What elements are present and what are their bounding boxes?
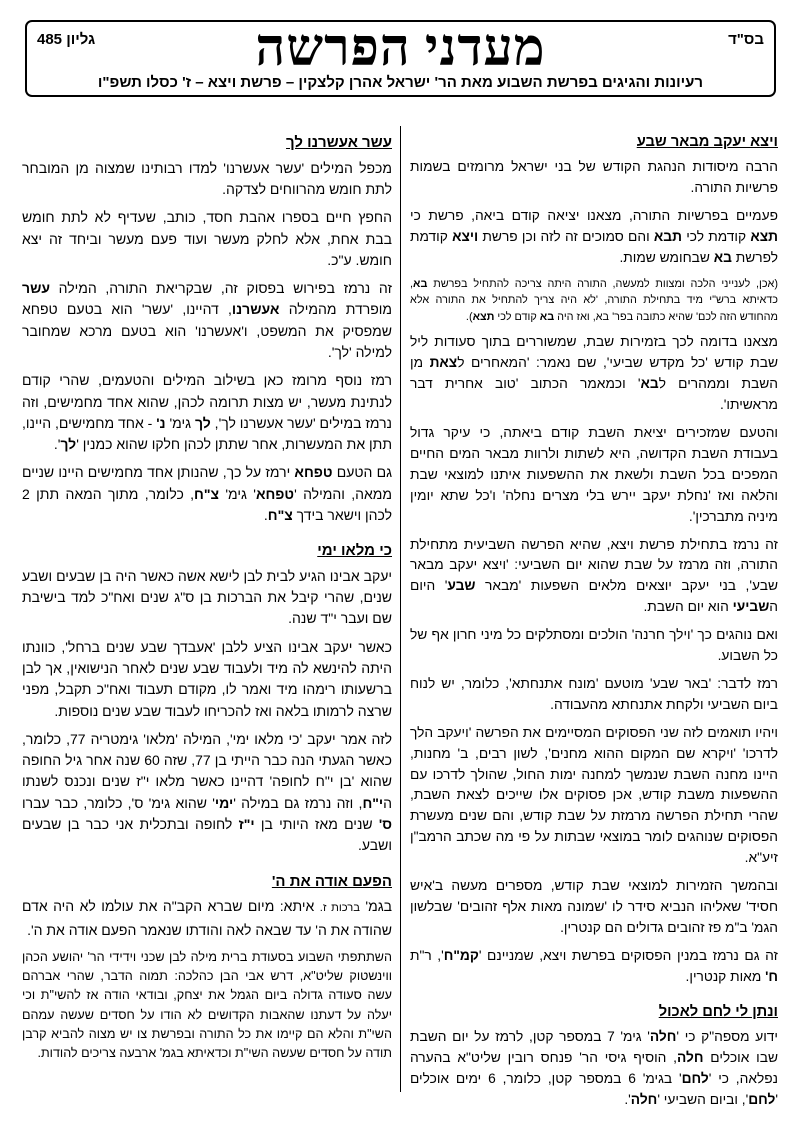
text-run: והם סמוכים זה לזה וכן פרשת bbox=[478, 229, 654, 245]
emphasized-text: לחם bbox=[748, 1091, 776, 1107]
text-run: בגמ' bbox=[359, 898, 392, 915]
emphasized-text: ימי bbox=[214, 794, 234, 811]
text-run: ויהיו תואמים לזה שני הפסוקים המסיימים את הפרשה 'ויעקב הלך לדרכו' 'ויקרא שם המקום ההוא מחנים', לשון רבים, ב' מחנות, היינו מחנה השבת שנמשך למחנה ימות החול, שהולך לדרכו עם ההשפעות משבת קודש, אכן פסוקים אלו שייכים לצאת השבת, שהרי תחילת הפרשה מרמזת על שבת קודש, והם שנים מעשרת הפסוקים שנוהגים לומר במוצאי שבתות על פי מה שכתב הרמב"ן זיע"א. bbox=[410, 724, 778, 866]
text-run: ירמז על כך, שהנותן אחד מחמישים היינו שניים ממאה, והמילה ' bbox=[22, 464, 392, 502]
text-run: החפץ חיים בספרו אהבת חסד, כותב, שעדיף לא לתת חומש בבת אחת, אלא לחלק מעשר ועוד פעם מעשר וביחד זה יצא חומש. ע"כ. bbox=[22, 209, 392, 268]
text-run: ואם נוהגים כך 'וילך חרנה' הולכים ומסתלקים כל מיני חרון אף של כל השבוע. bbox=[410, 627, 778, 664]
paragraph bbox=[22, 278, 392, 363]
text-run: מן השבת וממהרים ל bbox=[410, 355, 778, 392]
text-run: מצאנו בדומה לכך בזמירות שבת, שמשוררים בתוך סעודות ליל שבת קודש 'כל מקדש שביעי', שם נאמר: 'המאחרים ל bbox=[410, 334, 778, 371]
emphasized-text: שביעי bbox=[732, 599, 770, 615]
text-run: ידוע מספה"ק כי ' bbox=[676, 1028, 778, 1044]
text-run: רמז לדבר: 'באר שבע' מוטעם 'מונח אתנחתא', כלומר, יש לנוח ביום השביעי ולקחת אתנחתא מהעבודה. bbox=[410, 675, 778, 712]
text-run: קודמת לפרשת bbox=[410, 229, 778, 265]
text-run: , וזה נרמז גם במילה ' bbox=[233, 794, 363, 811]
masthead bbox=[25, 20, 776, 97]
emphasized-text: לך bbox=[194, 414, 211, 431]
emphasized-text: תצא bbox=[472, 310, 495, 323]
paragraph bbox=[22, 462, 392, 526]
emphasized-text: ח' bbox=[765, 968, 778, 984]
section-heading: עשר אעשרנו לך bbox=[286, 134, 392, 151]
text-run: כאשר יעקב אבינו הציע ללבן 'אעבדך שבע שנים ברחל', כוונתו היתה להינשא לה מיד ולעבוד שבע שנים לאחר הנישואין, אך לבן ברשעותו רימהו מיד ואמר לו, מקודם תעבוד ואח"כ תקבל, מפני שרצה לרמותו בלאה ואז להכריחו לעבוד שבע שנים נוספות. bbox=[22, 638, 392, 719]
paragraph bbox=[22, 158, 392, 201]
text-run: יעקב אבינו הגיע לבית לבן לישא אשה כאשר היה בן שבעים ושבע שנים, שהרי קיבל את הברכות בן ס"ג שנים ואח"כ למד בישיבת שם ועבר י"ד שנה. bbox=[22, 567, 392, 627]
text-run: ' שהוא גימ' ס', כלומר, כבר עברו bbox=[22, 794, 215, 811]
emphasized-text: י"ח bbox=[362, 794, 384, 811]
section-heading: כי מלאו ימי bbox=[317, 542, 392, 560]
text-run: ' בגימ' 6 במספר קטן, כלומר, 6 ימים אוכלים ' bbox=[410, 1070, 778, 1107]
text-run: , הוסיף גיסי הר' פנחס רובין שליט"א בהערה נפלאה, כי ' bbox=[410, 1049, 778, 1086]
emphasized-text: בא bbox=[713, 249, 732, 265]
text-run: '. bbox=[53, 436, 61, 453]
emphasized-text: תבא bbox=[653, 229, 682, 245]
section-heading: ונתן לי לחם לאכול bbox=[658, 1003, 778, 1020]
emphasized-text: צ"ח bbox=[194, 485, 220, 502]
paragraph bbox=[22, 896, 392, 941]
text-run: - אחד מחמישים, היינו, תתן את המעשרות, אחר שתתן לכהן חלקו שהוא כמנין ' bbox=[22, 414, 392, 453]
source-reference: ברכות ז. bbox=[319, 902, 360, 915]
text-run: ' גימ' 7 במספר קטן, לרמז על יום השבת שבו אוכלים bbox=[410, 1028, 778, 1065]
emphasized-text: ויצא bbox=[452, 229, 479, 245]
paragraph bbox=[410, 946, 778, 988]
text-run: הרבה מיסודות הנהגת הקודש של בני ישראל מרומזים בשמות פרשיות התורה. bbox=[410, 159, 778, 196]
emphasized-text: לחם bbox=[681, 1070, 709, 1086]
paragraph bbox=[410, 423, 778, 528]
emphasized-text: בא bbox=[640, 376, 659, 392]
paragraph bbox=[410, 332, 778, 416]
text-run: '. bbox=[624, 1091, 631, 1107]
text-run: (אכן, לענייני הלכה ומצוות למעשה, התורה היתה צריכה להתחיל בפרשת bbox=[427, 277, 778, 290]
emphasized-text: לך bbox=[60, 436, 77, 453]
emphasized-text: בא bbox=[539, 310, 555, 323]
text-run: הוא יום השבת. bbox=[643, 599, 733, 615]
paragraph bbox=[410, 535, 778, 619]
footnote-paragraph bbox=[410, 276, 778, 326]
text-run: קודם לכי bbox=[494, 310, 540, 323]
issue-number: גליון 485 bbox=[37, 31, 96, 48]
left-column bbox=[22, 130, 392, 1120]
emphasized-text: אעשרנו bbox=[231, 301, 280, 318]
text-run: השתתפתי השבוע בסעודת ברית מילה לבן שכני וידידי הר' יהושע הכהן ווינשטוק שליט"א, דרש אבי הבן כהלכה: תמוה הדבר, שהרי אברהם עשה סעודה גדולה ביום הגמל את יצחק, ובודאי הודה אז להשי"ת וכי יעלה על דעתנו שהאבות הקדושים לא הודו על חסדים שעשה עמהם השי"ת והלא הם קיימו את כל התורה ובפרשת צו יש מצוה להביא קרבן תודה על חסדים שעשה השי"ת וכדאיתא בגמ' ארבעה צריכים להודות. bbox=[22, 949, 392, 1061]
text-run: זה גם נרמז במנין הפסוקים בפרשת ויצא, שמניינם ' bbox=[478, 947, 778, 963]
paragraph bbox=[410, 723, 778, 869]
paragraph bbox=[410, 1027, 778, 1111]
emphasized-text: נ' bbox=[156, 414, 166, 431]
text-run: קודמת לכי bbox=[681, 229, 751, 245]
emphasized-text: טפחא bbox=[255, 485, 295, 502]
emphasized-text: צאת bbox=[429, 355, 458, 371]
paragraph bbox=[410, 157, 778, 199]
text-run: , דהיינו, 'עשר' הוא בטעם טפחא שמפסיק את המשפט, ו'אעשרנו' הוא בטעם מרכא שמחובר למילה 'לך'. bbox=[22, 301, 392, 360]
text-run: לזה אמר יעקב 'כי מלאו ימי', המילה 'מלאו' גימטריה 77, כלומר, כאשר הגעתי הנה כבר הייתי בן 77, שזה 60 שנה אחר גיל החופה שהוא 'בן י"ח לחופה' דהיינו כאשר מלאו י"ז שנים ונכנס לשנתו ה bbox=[22, 730, 392, 811]
paragraph bbox=[22, 729, 392, 857]
section-heading: הפעם אודה את ה' bbox=[271, 872, 392, 890]
emphasized-text: תצא bbox=[750, 229, 778, 245]
text-run: מכפל המילים 'עשר אעשרנו' למדו רבותינו שמצוה מן המובחר לתת חומש מהרווחים לצדקה. bbox=[22, 159, 392, 197]
text-run: שבחומש שמות. bbox=[619, 249, 714, 265]
paragraph bbox=[22, 948, 392, 1064]
paragraph bbox=[410, 674, 778, 716]
text-run: מאות קנטרין. bbox=[685, 968, 766, 984]
emphasized-text: חלה bbox=[649, 1028, 677, 1044]
text-run: ' וכמאמר הכתוב 'טוב אחרית דבר מראשיתו'. bbox=[410, 376, 778, 413]
text-run: זה נרמז בתחילת פרשת ויצא, שהיא הפרשה השביעית מתחילת התורה, וזה מרמז על שבת שהוא יום השביעי: 'ויצא יעקב מבאר שבע', בני יעקב יוצאים מלאים השפעות 'מבאר bbox=[410, 536, 778, 594]
paragraph bbox=[22, 207, 392, 271]
text-run: . bbox=[263, 506, 268, 523]
emphasized-text: ס' bbox=[378, 816, 392, 832]
emphasized-text: בא bbox=[413, 277, 428, 290]
paragraph bbox=[22, 637, 392, 722]
emphasized-text: חלה bbox=[630, 1091, 658, 1107]
emphasized-text: צ"ח bbox=[267, 506, 293, 523]
text-run: ', ר"ת bbox=[410, 947, 444, 963]
text-run: מופרדת מהמילה bbox=[279, 301, 392, 318]
emphasized-text: י"ז bbox=[238, 816, 255, 832]
text-run: זה נרמז בפירוש בפסוק זה, שבקריאת התורה, המילה bbox=[50, 280, 392, 297]
text-run: רמז נוסף מרומז כאן בשילוב המילים והטעמים, שהרי קודם לנתינת מעשר, יש מצות תרומה לכהן, שהוא אחד מחמישים, וזה נרמז במילים 'עשר אעשרנו לך', bbox=[22, 372, 392, 431]
text-run: גם הטעם bbox=[332, 464, 392, 481]
text-run: , כדאיתא ברש"י מיד בתחילת התורה, 'לא היה צריך להתחיל את התורה אלא מהחודש הזה לכם' שהיא כתובה בפר' בא, ואז היה bbox=[410, 277, 778, 323]
emphasized-text: קמ"ח bbox=[443, 947, 479, 963]
text-run: ' גימ' bbox=[219, 485, 256, 502]
text-run: גימ' bbox=[165, 414, 195, 431]
text-run: לחופה ובתכלית אני כבר בן שבעים ושבע. bbox=[22, 816, 392, 854]
text-run: ', וביום השביעי ' bbox=[657, 1091, 749, 1107]
emphasized-text: שבע bbox=[447, 578, 476, 594]
paragraph bbox=[22, 370, 392, 455]
emphasized-text: עשר bbox=[22, 280, 50, 297]
paragraph bbox=[410, 876, 778, 939]
text-run: והטעם שמזכירים יציאת השבת קודם ביאתה, כי עיקר גדול בעבודת השבת הקדושה, היא לשתות ולרוות מבאר המים החיים המפכים בכל השבת ולשאת את ההשפעות איתנו למוצאי שבת והלאה ואז 'נחלת יעקב יירש בלי מצרים נחלה' ו'כל שתא יומין מיניה מתברכין'. bbox=[410, 424, 778, 524]
bsd-mark: בס"ד bbox=[728, 31, 764, 48]
text-run: פעמיים בפרשיות התורה, מצאנו יציאה קודם ביאה, פרשת כי bbox=[410, 208, 778, 224]
text-run: איתא: מיום שברא הקב"ה את עולמו לא היה אדם שהודה את ה' עד שבאה לאה והודתו שנאמר הפעם אודה את ה'. bbox=[22, 898, 392, 938]
right-column bbox=[410, 130, 778, 1120]
text-run: שנים מאז היותי בן bbox=[254, 816, 379, 832]
text-run: ובהמשך הזמירות למוצאי שבת קודש, מספרים מעשה ב'איש חסיד' שאליהו הנביא סידר לו 'שמונה מאות אלף זהובים' שבלשון הגמ' ב"מ פז זהובים גדולים הם קנטרין. bbox=[410, 878, 778, 935]
paragraph bbox=[22, 566, 392, 630]
newsletter-subtitle: רעיונות והגיגים בפרשת השבוע מאת הר' ישראל אהרן קלצקין – פרשת ויצא – ז' כסלו תשפ"ו bbox=[97, 74, 704, 91]
text-run: ). bbox=[465, 310, 473, 323]
section-heading: ויצא יעקב מבאר שבע bbox=[636, 134, 778, 150]
column-divider bbox=[400, 126, 401, 1092]
text-run: ' היום ה bbox=[410, 578, 778, 615]
text-run: , כלומר, מתוך המאה תתן 2 לכהן וישאר בידך bbox=[22, 485, 392, 523]
paragraph bbox=[410, 625, 778, 667]
emphasized-text: טפחא bbox=[294, 464, 333, 481]
newsletter-title: מעדני הפרשה bbox=[255, 20, 546, 77]
paragraph bbox=[410, 206, 778, 269]
emphasized-text: חלה bbox=[677, 1049, 704, 1065]
